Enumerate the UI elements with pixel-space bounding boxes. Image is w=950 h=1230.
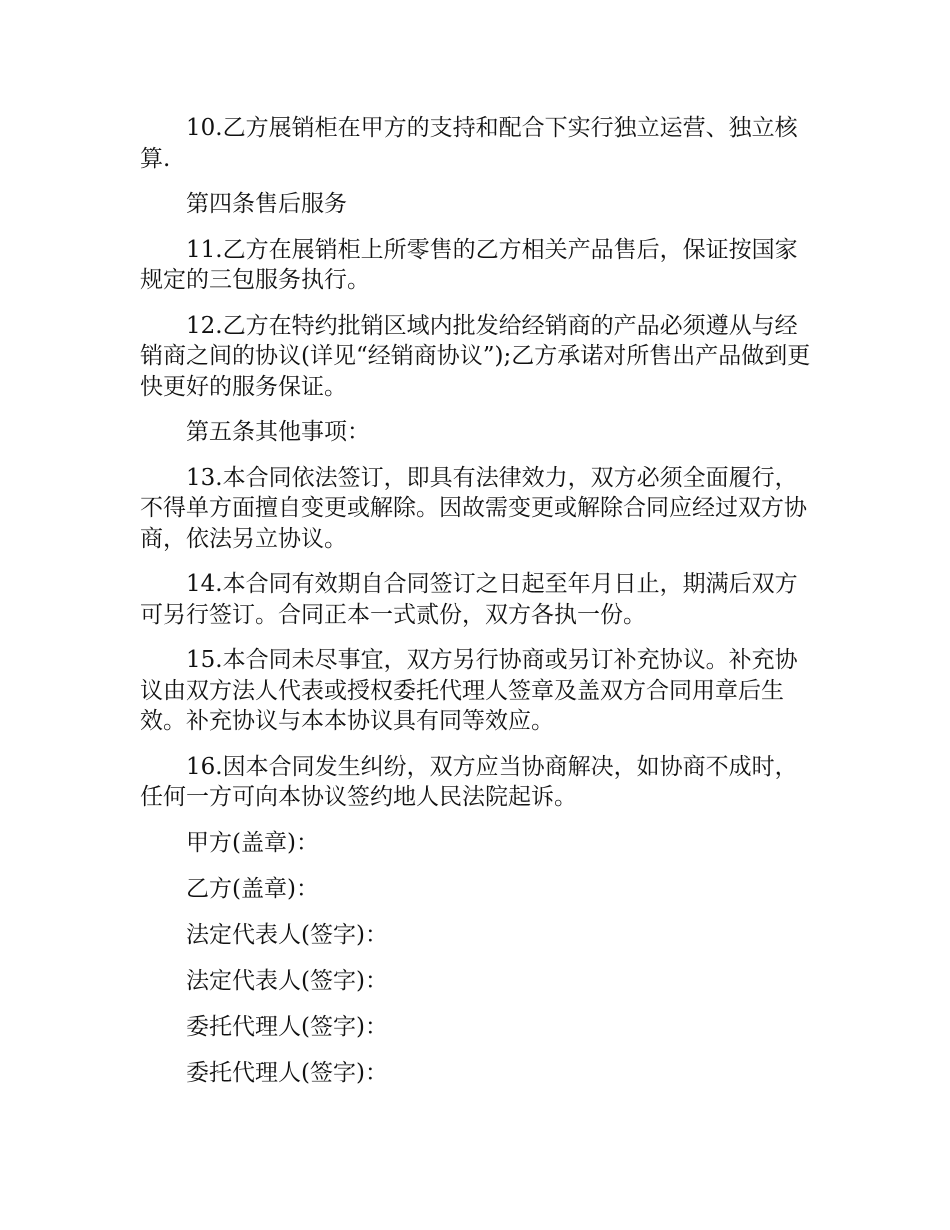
clause-16: 16.因本合同发生纠纷，双方应当协商解决，如协商不成时，任何一方可向本协议签约地人民法院起诉。 xyxy=(140,753,798,810)
signature-party-b-seal: 乙方(盖章)： xyxy=(186,875,319,902)
clause-15: 15.本合同未尽事宜，双方另行协商或另订补充协议。补充协议由双方法人代表或授权委托代理人签章及盖双方合同用章后生效。补充协议与本本协议具有同等效应。 xyxy=(140,647,798,734)
signature-legal-rep-a: 法定代表人(签字)： xyxy=(186,921,388,948)
clause-14: 14.本合同有效期自合同签订之日起至年月日止，期满后双方可另行签订。合同正本一式贰份，双方各执一份。 xyxy=(140,571,798,628)
clause-13: 13.本合同依法签订，即具有法律效力，双方必须全面履行，不得单方面擅自变更或解除。因故需变更或解除合同应经过双方协商，依法另立协议。 xyxy=(140,464,807,552)
document-page xyxy=(140,113,812,1104)
signature-agent-a: 委托代理人(签字)： xyxy=(186,1013,388,1040)
clause-11: 11.乙方在展销柜上所零售的乙方相关产品售后，保证按国家规定的三包服务执行。 xyxy=(140,236,798,293)
section-heading-after-sales: 第四条售后服务 xyxy=(186,191,347,217)
signature-agent-b: 委托代理人(签字)： xyxy=(186,1059,388,1086)
signature-legal-rep-b: 法定代表人(签字)： xyxy=(186,967,388,994)
signature-party-a-seal: 甲方(盖章)： xyxy=(186,829,319,856)
clause-12: 12.乙方在特约批销区域内批发给经销商的产品必须遵从与经销商之间的协议(详见“经销商协议”);乙方承诺对所售出产品做到更快更好的服务保证。 xyxy=(140,312,811,400)
clause-10: 10.乙方展销柜在甲方的支持和配合下实行独立运营、独立核算. xyxy=(140,115,798,172)
section-heading-other-matters: 第五条其他事项： xyxy=(186,419,370,445)
